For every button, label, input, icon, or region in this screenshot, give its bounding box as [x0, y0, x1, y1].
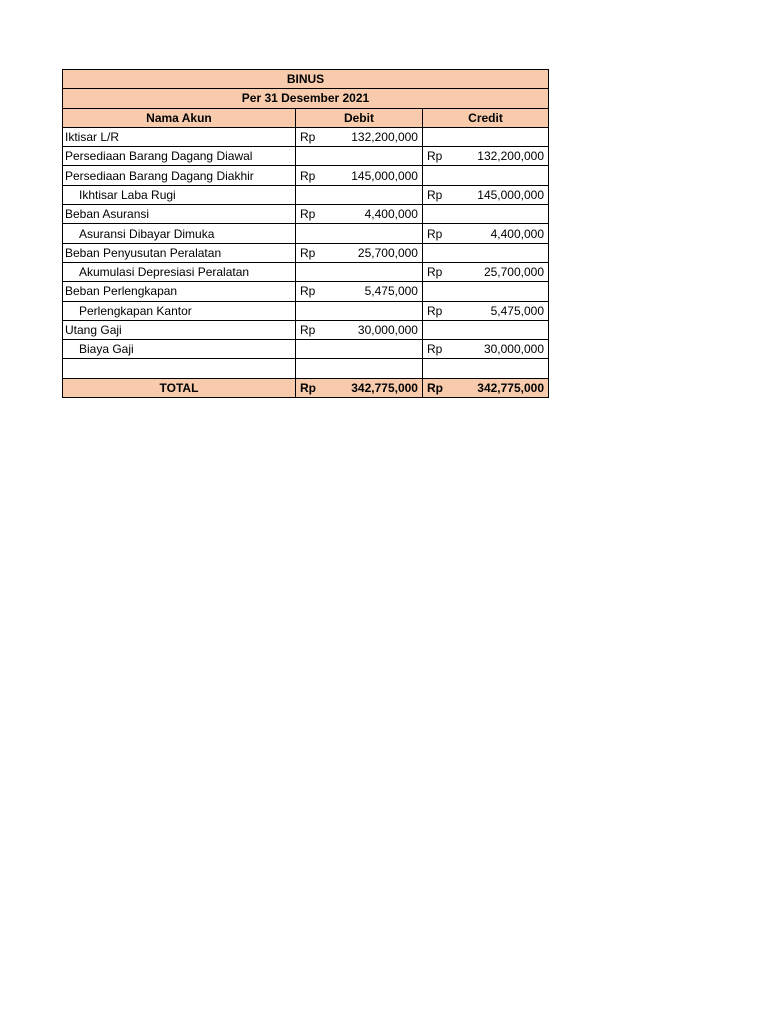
- table-row: [63, 320, 549, 339]
- debit-amount-cell[interactable]: [334, 340, 423, 359]
- account-name-cell[interactable]: Persediaan Barang Dagang Diawal: [63, 147, 296, 166]
- account-name-cell[interactable]: Beban Penyusutan Peralatan: [63, 243, 296, 262]
- debit-currency-cell[interactable]: [295, 301, 333, 320]
- title-row: [63, 70, 549, 89]
- credit-currency-cell[interactable]: Rp: [422, 185, 460, 204]
- credit-currency-cell[interactable]: Rp: [422, 224, 460, 243]
- table-row: [63, 301, 549, 320]
- account-name-cell[interactable]: Utang Gaji: [63, 320, 296, 339]
- credit-currency-cell[interactable]: [422, 359, 460, 378]
- header-credit[interactable]: Credit: [422, 108, 548, 127]
- total-credit-amount-cell[interactable]: 342,775,000: [461, 378, 549, 397]
- credit-amount-cell[interactable]: [461, 359, 549, 378]
- debit-currency-cell[interactable]: Rp: [295, 166, 333, 185]
- account-name-cell[interactable]: Akumulasi Depresiasi Peralatan: [63, 262, 296, 281]
- credit-currency-cell[interactable]: [422, 166, 460, 185]
- credit-currency-cell[interactable]: Rp: [422, 262, 460, 281]
- account-name-cell[interactable]: Beban Perlengkapan: [63, 282, 296, 301]
- credit-currency-cell[interactable]: [422, 205, 460, 224]
- credit-currency-cell[interactable]: [422, 127, 460, 146]
- account-name-cell[interactable]: Persediaan Barang Dagang Diakhir: [63, 166, 296, 185]
- credit-amount-cell[interactable]: [461, 320, 549, 339]
- table-row: [63, 262, 549, 281]
- table-row: [63, 282, 549, 301]
- table-row: [63, 340, 549, 359]
- subtitle-row: [63, 89, 549, 108]
- table-row: [63, 147, 549, 166]
- debit-currency-cell[interactable]: Rp: [295, 127, 333, 146]
- period-subtitle[interactable]: Per 31 Desember 2021: [63, 89, 549, 108]
- journal-sheet: [62, 69, 549, 398]
- debit-amount-cell[interactable]: 145,000,000: [334, 166, 423, 185]
- account-name-cell[interactable]: [63, 359, 296, 378]
- account-name-cell[interactable]: Asuransi Dibayar Dimuka: [63, 224, 296, 243]
- table-row: [63, 205, 549, 224]
- debit-currency-cell[interactable]: [295, 340, 333, 359]
- total-label-cell[interactable]: TOTAL: [63, 378, 296, 397]
- debit-amount-cell[interactable]: 25,700,000: [334, 243, 423, 262]
- credit-amount-cell[interactable]: 30,000,000: [461, 340, 549, 359]
- debit-currency-cell[interactable]: Rp: [295, 282, 333, 301]
- header-debit[interactable]: Debit: [295, 108, 422, 127]
- account-name-cell[interactable]: Ikhtisar Laba Rugi: [63, 185, 296, 204]
- debit-amount-cell[interactable]: [334, 224, 423, 243]
- credit-currency-cell[interactable]: Rp: [422, 301, 460, 320]
- credit-currency-cell[interactable]: Rp: [422, 147, 460, 166]
- account-name-cell[interactable]: Beban Asuransi: [63, 205, 296, 224]
- credit-amount-cell[interactable]: [461, 282, 549, 301]
- account-name-cell[interactable]: Biaya Gaji: [63, 340, 296, 359]
- credit-amount-cell[interactable]: [461, 243, 549, 262]
- total-credit-currency-cell[interactable]: Rp: [422, 378, 460, 397]
- credit-amount-cell[interactable]: 132,200,000: [461, 147, 549, 166]
- total-debit-currency-cell[interactable]: Rp: [295, 378, 333, 397]
- debit-amount-cell[interactable]: [334, 301, 423, 320]
- debit-amount-cell[interactable]: 132,200,000: [334, 127, 423, 146]
- table-row: [63, 224, 549, 243]
- debit-amount-cell[interactable]: [334, 359, 423, 378]
- debit-currency-cell[interactable]: [295, 359, 333, 378]
- credit-currency-cell[interactable]: [422, 282, 460, 301]
- credit-amount-cell[interactable]: [461, 205, 549, 224]
- credit-currency-cell[interactable]: Rp: [422, 340, 460, 359]
- debit-amount-cell[interactable]: [334, 185, 423, 204]
- table-row: [63, 127, 549, 146]
- credit-amount-cell[interactable]: 5,475,000: [461, 301, 549, 320]
- debit-amount-cell[interactable]: [334, 147, 423, 166]
- credit-amount-cell[interactable]: 4,400,000: [461, 224, 549, 243]
- debit-currency-cell[interactable]: [295, 224, 333, 243]
- adjusting-journal-table: [62, 69, 549, 398]
- column-header-row: [63, 108, 549, 127]
- account-name-cell[interactable]: Iktisar L/R: [63, 127, 296, 146]
- account-name-cell[interactable]: Perlengkapan Kantor: [63, 301, 296, 320]
- header-nama-akun[interactable]: Nama Akun: [63, 108, 296, 127]
- credit-currency-cell[interactable]: [422, 320, 460, 339]
- debit-currency-cell[interactable]: Rp: [295, 320, 333, 339]
- total-row: [63, 378, 549, 397]
- debit-currency-cell[interactable]: [295, 262, 333, 281]
- debit-amount-cell[interactable]: 5,475,000: [334, 282, 423, 301]
- debit-amount-cell[interactable]: [334, 262, 423, 281]
- total-debit-amount-cell[interactable]: 342,775,000: [334, 378, 423, 397]
- credit-amount-cell[interactable]: 25,700,000: [461, 262, 549, 281]
- table-row: [63, 166, 549, 185]
- debit-amount-cell[interactable]: 4,400,000: [334, 205, 423, 224]
- table-row: [63, 359, 549, 378]
- table-row: [63, 185, 549, 204]
- credit-amount-cell[interactable]: [461, 166, 549, 185]
- debit-currency-cell[interactable]: [295, 147, 333, 166]
- credit-amount-cell[interactable]: [461, 127, 549, 146]
- company-title[interactable]: BINUS: [63, 70, 549, 89]
- credit-currency-cell[interactable]: [422, 243, 460, 262]
- credit-amount-cell[interactable]: 145,000,000: [461, 185, 549, 204]
- debit-currency-cell[interactable]: Rp: [295, 243, 333, 262]
- debit-amount-cell[interactable]: 30,000,000: [334, 320, 423, 339]
- table-row: [63, 243, 549, 262]
- debit-currency-cell[interactable]: Rp: [295, 205, 333, 224]
- debit-currency-cell[interactable]: [295, 185, 333, 204]
